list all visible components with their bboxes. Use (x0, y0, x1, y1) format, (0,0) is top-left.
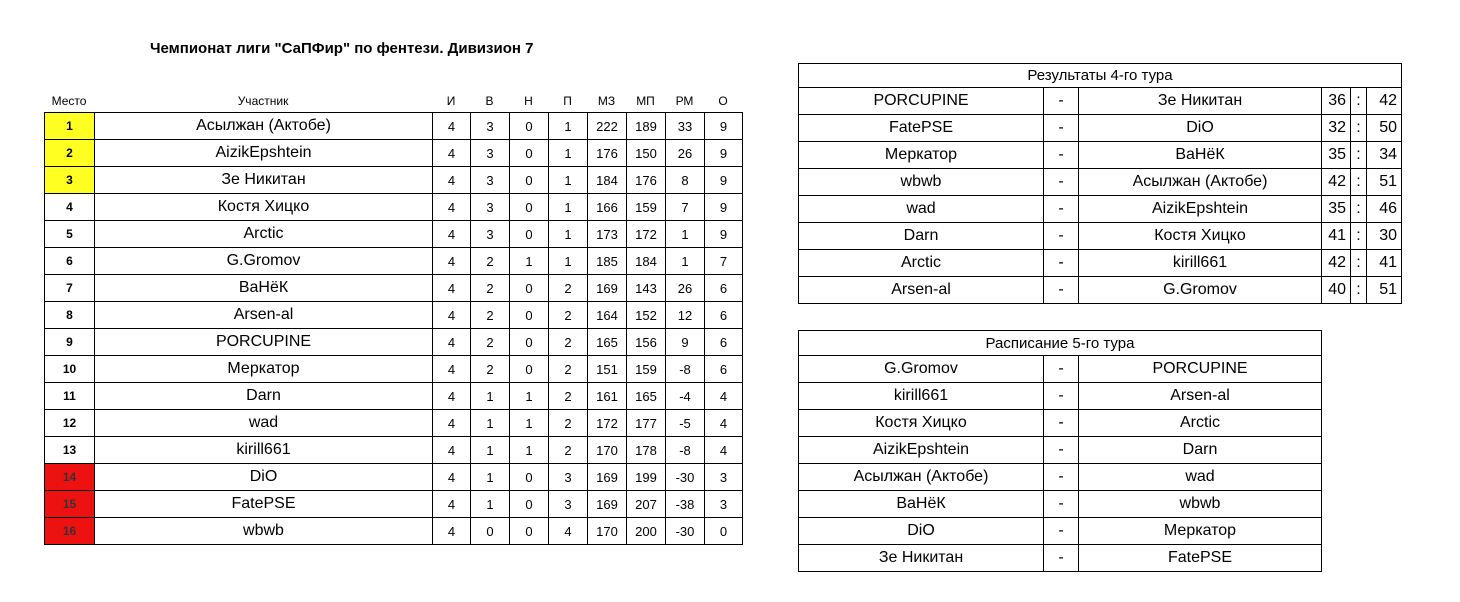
points-against-cell: 176 (627, 167, 666, 194)
home-team-cell: Зе Никитан (799, 545, 1044, 572)
draws-cell: 0 (510, 167, 549, 194)
home-score-cell: 35 (1322, 196, 1351, 223)
games-cell: 4 (433, 329, 471, 356)
diff-cell: 8 (666, 167, 705, 194)
home-team-cell: wad (799, 196, 1044, 223)
header-games: И (446, 94, 456, 108)
score-separator-cell: : (1351, 250, 1367, 277)
table-row (799, 518, 1322, 545)
away-team-cell: wad (1079, 464, 1322, 491)
games-cell: 4 (433, 410, 471, 437)
table-row (45, 437, 743, 464)
table-row (799, 196, 1402, 223)
draws-cell: 0 (510, 221, 549, 248)
score-separator-cell: : (1351, 223, 1367, 250)
away-team-cell: FatePSE (1079, 545, 1322, 572)
home-team-cell: PORCUPINE (799, 88, 1044, 115)
games-cell: 4 (433, 140, 471, 167)
points-against-cell: 189 (627, 113, 666, 140)
wins-cell: 0 (471, 518, 510, 545)
points-for-cell: 169 (588, 275, 627, 302)
header-points-for: МЗ (597, 94, 616, 108)
diff-cell: -4 (666, 383, 705, 410)
table-row (45, 383, 743, 410)
score-separator-cell: : (1351, 169, 1367, 196)
diff-cell: -38 (666, 491, 705, 518)
away-score-cell: 34 (1367, 142, 1402, 169)
games-cell: 4 (433, 491, 471, 518)
home-team-cell: Arsen-al (799, 277, 1044, 304)
games-cell: 4 (433, 437, 471, 464)
points-for-cell: 169 (588, 464, 627, 491)
separator-cell: - (1044, 115, 1079, 142)
participant-cell: kirill661 (95, 437, 433, 464)
header-draws: Н (524, 94, 533, 108)
place-cell: 7 (45, 275, 95, 302)
wins-cell: 2 (471, 329, 510, 356)
participant-cell: Darn (95, 383, 433, 410)
table-row (45, 410, 743, 437)
points-for-cell: 173 (588, 221, 627, 248)
away-score-cell: 42 (1367, 88, 1402, 115)
games-cell: 4 (433, 221, 471, 248)
points-against-cell: 156 (627, 329, 666, 356)
away-team-cell: DiO (1079, 115, 1322, 142)
diff-cell: -8 (666, 356, 705, 383)
games-cell: 4 (433, 167, 471, 194)
points-against-cell: 199 (627, 464, 666, 491)
separator-cell: - (1044, 88, 1079, 115)
separator-cell: - (1044, 196, 1079, 223)
place-cell: 5 (45, 221, 95, 248)
points-cell: 6 (705, 329, 743, 356)
games-cell: 4 (433, 113, 471, 140)
participant-cell: wbwb (95, 518, 433, 545)
place-cell: 16 (45, 518, 95, 545)
losses-cell: 3 (549, 491, 588, 518)
points-cell: 0 (705, 518, 743, 545)
games-cell: 4 (433, 383, 471, 410)
table-row (799, 545, 1322, 572)
draws-cell: 0 (510, 329, 549, 356)
header-points: О (718, 94, 728, 108)
table-row (45, 275, 743, 302)
diff-cell: -5 (666, 410, 705, 437)
draws-cell: 0 (510, 356, 549, 383)
points-against-cell: 159 (627, 194, 666, 221)
points-against-cell: 150 (627, 140, 666, 167)
away-team-cell: Костя Хицко (1079, 223, 1322, 250)
away-score-cell: 46 (1367, 196, 1402, 223)
points-for-cell: 169 (588, 491, 627, 518)
table-row (45, 356, 743, 383)
wins-cell: 2 (471, 302, 510, 329)
home-team-cell: Darn (799, 223, 1044, 250)
place-cell: 11 (45, 383, 95, 410)
standings-table (44, 112, 743, 545)
draws-cell: 0 (510, 113, 549, 140)
losses-cell: 2 (549, 329, 588, 356)
separator-cell: - (1044, 518, 1079, 545)
away-team-cell: Зе Никитан (1079, 88, 1322, 115)
wins-cell: 2 (471, 356, 510, 383)
home-score-cell: 40 (1322, 277, 1351, 304)
place-cell: 12 (45, 410, 95, 437)
games-cell: 4 (433, 356, 471, 383)
home-team-cell: Arctic (799, 250, 1044, 277)
losses-cell: 1 (549, 221, 588, 248)
points-against-cell: 200 (627, 518, 666, 545)
table-row (799, 410, 1322, 437)
home-team-cell: Костя Хицко (799, 410, 1044, 437)
away-team-cell: ВаНёК (1079, 142, 1322, 169)
home-score-cell: 42 (1322, 250, 1351, 277)
points-against-cell: 172 (627, 221, 666, 248)
table-row (799, 464, 1322, 491)
diff-cell: -8 (666, 437, 705, 464)
participant-cell: Меркатор (95, 356, 433, 383)
draws-cell: 0 (510, 518, 549, 545)
separator-cell: - (1044, 250, 1079, 277)
table-row (799, 223, 1402, 250)
separator-cell: - (1044, 383, 1079, 410)
wins-cell: 1 (471, 410, 510, 437)
home-score-cell: 32 (1322, 115, 1351, 142)
wins-cell: 3 (471, 113, 510, 140)
losses-cell: 1 (549, 113, 588, 140)
home-score-cell: 35 (1322, 142, 1351, 169)
wins-cell: 1 (471, 383, 510, 410)
points-cell: 9 (705, 167, 743, 194)
participant-cell: Arsen-al (95, 302, 433, 329)
results-table (798, 63, 1402, 304)
points-for-cell: 165 (588, 329, 627, 356)
points-cell: 4 (705, 437, 743, 464)
table-row (45, 329, 743, 356)
table-row (799, 142, 1402, 169)
points-cell: 9 (705, 194, 743, 221)
score-separator-cell: : (1351, 115, 1367, 142)
score-separator-cell: : (1351, 277, 1367, 304)
home-score-cell: 42 (1322, 169, 1351, 196)
points-cell: 3 (705, 464, 743, 491)
diff-cell: -30 (666, 518, 705, 545)
away-team-cell: kirill661 (1079, 250, 1322, 277)
points-cell: 6 (705, 356, 743, 383)
table-row (45, 113, 743, 140)
diff-cell: -30 (666, 464, 705, 491)
schedule-caption: Расписание 5-го тура (799, 331, 1322, 356)
wins-cell: 3 (471, 221, 510, 248)
points-against-cell: 165 (627, 383, 666, 410)
separator-cell: - (1044, 545, 1079, 572)
place-cell: 3 (45, 167, 95, 194)
place-cell: 4 (45, 194, 95, 221)
points-for-cell: 151 (588, 356, 627, 383)
losses-cell: 2 (549, 410, 588, 437)
points-for-cell: 170 (588, 437, 627, 464)
header-points-against: МП (636, 94, 655, 108)
away-score-cell: 41 (1367, 250, 1402, 277)
place-cell: 1 (45, 113, 95, 140)
place-cell: 9 (45, 329, 95, 356)
away-team-cell: Arctic (1079, 410, 1322, 437)
header-losses: П (563, 94, 572, 108)
place-cell: 6 (45, 248, 95, 275)
points-against-cell: 178 (627, 437, 666, 464)
home-team-cell: G.Gromov (799, 356, 1044, 383)
participant-cell: Arctic (95, 221, 433, 248)
points-for-cell: 172 (588, 410, 627, 437)
place-cell: 10 (45, 356, 95, 383)
separator-cell: - (1044, 491, 1079, 518)
losses-cell: 1 (549, 167, 588, 194)
table-row (45, 221, 743, 248)
away-team-cell: PORCUPINE (1079, 356, 1322, 383)
table-row (799, 437, 1322, 464)
away-score-cell: 51 (1367, 169, 1402, 196)
points-cell: 6 (705, 275, 743, 302)
separator-cell: - (1044, 410, 1079, 437)
draws-cell: 0 (510, 140, 549, 167)
home-team-cell: wbwb (799, 169, 1044, 196)
page-title: Чемпионат лиги "СаПФир" по фентези. Дивизион 7 (150, 40, 534, 57)
header-place: Место (51, 94, 87, 108)
separator-cell: - (1044, 142, 1079, 169)
points-cell: 9 (705, 113, 743, 140)
results-caption: Результаты 4-го тура (799, 64, 1402, 88)
participant-cell: Асылжан (Актобе) (95, 113, 433, 140)
separator-cell: - (1044, 277, 1079, 304)
wins-cell: 1 (471, 464, 510, 491)
table-row (45, 167, 743, 194)
diff-cell: 12 (666, 302, 705, 329)
wins-cell: 2 (471, 275, 510, 302)
points-for-cell: 170 (588, 518, 627, 545)
away-team-cell: Arsen-al (1079, 383, 1322, 410)
draws-cell: 1 (510, 410, 549, 437)
standings-header (0, 92, 760, 110)
draws-cell: 0 (510, 302, 549, 329)
games-cell: 4 (433, 248, 471, 275)
participant-cell: G.Gromov (95, 248, 433, 275)
diff-cell: 26 (666, 275, 705, 302)
points-against-cell: 159 (627, 356, 666, 383)
points-against-cell: 152 (627, 302, 666, 329)
points-against-cell: 207 (627, 491, 666, 518)
away-team-cell: wbwb (1079, 491, 1322, 518)
games-cell: 4 (433, 464, 471, 491)
diff-cell: 33 (666, 113, 705, 140)
draws-cell: 0 (510, 275, 549, 302)
participant-cell: PORCUPINE (95, 329, 433, 356)
diff-cell: 9 (666, 329, 705, 356)
table-row (799, 115, 1402, 142)
diff-cell: 7 (666, 194, 705, 221)
away-team-cell: Меркатор (1079, 518, 1322, 545)
points-cell: 9 (705, 221, 743, 248)
losses-cell: 2 (549, 302, 588, 329)
score-separator-cell: : (1351, 196, 1367, 223)
table-row (45, 302, 743, 329)
draws-cell: 1 (510, 383, 549, 410)
score-separator-cell: : (1351, 142, 1367, 169)
losses-cell: 1 (549, 140, 588, 167)
home-team-cell: AizikEpshtein (799, 437, 1044, 464)
draws-cell: 0 (510, 194, 549, 221)
points-against-cell: 177 (627, 410, 666, 437)
losses-cell: 1 (549, 248, 588, 275)
points-for-cell: 166 (588, 194, 627, 221)
participant-cell: DiO (95, 464, 433, 491)
participant-cell: ВаНёК (95, 275, 433, 302)
place-cell: 13 (45, 437, 95, 464)
points-cell: 4 (705, 410, 743, 437)
table-row (799, 491, 1322, 518)
table-row (799, 88, 1402, 115)
table-row (799, 383, 1322, 410)
wins-cell: 1 (471, 491, 510, 518)
losses-cell: 2 (549, 437, 588, 464)
schedule-table (798, 330, 1322, 572)
home-score-cell: 41 (1322, 223, 1351, 250)
home-team-cell: Меркатор (799, 142, 1044, 169)
away-score-cell: 50 (1367, 115, 1402, 142)
points-cell: 3 (705, 491, 743, 518)
points-for-cell: 184 (588, 167, 627, 194)
table-row (799, 250, 1402, 277)
wins-cell: 2 (471, 248, 510, 275)
header-participant: Участник (237, 94, 289, 108)
header-diff: РМ (675, 94, 694, 108)
table-row (45, 491, 743, 518)
wins-cell: 1 (471, 437, 510, 464)
losses-cell: 2 (549, 275, 588, 302)
participant-cell: Костя Хицко (95, 194, 433, 221)
losses-cell: 2 (549, 356, 588, 383)
table-row (45, 518, 743, 545)
participant-cell: Зе Никитан (95, 167, 433, 194)
place-cell: 2 (45, 140, 95, 167)
place-cell: 14 (45, 464, 95, 491)
header-wins: В (485, 94, 494, 108)
points-for-cell: 164 (588, 302, 627, 329)
away-team-cell: AizikEpshtein (1079, 196, 1322, 223)
games-cell: 4 (433, 275, 471, 302)
wins-cell: 3 (471, 140, 510, 167)
losses-cell: 3 (549, 464, 588, 491)
losses-cell: 4 (549, 518, 588, 545)
home-team-cell: ВаНёК (799, 491, 1044, 518)
draws-cell: 0 (510, 464, 549, 491)
games-cell: 4 (433, 194, 471, 221)
points-against-cell: 143 (627, 275, 666, 302)
diff-cell: 1 (666, 248, 705, 275)
home-team-cell: Асылжан (Актобе) (799, 464, 1044, 491)
table-row (799, 356, 1322, 383)
points-cell: 7 (705, 248, 743, 275)
home-team-cell: FatePSE (799, 115, 1044, 142)
home-team-cell: kirill661 (799, 383, 1044, 410)
separator-cell: - (1044, 169, 1079, 196)
wins-cell: 3 (471, 167, 510, 194)
away-score-cell: 51 (1367, 277, 1402, 304)
place-cell: 15 (45, 491, 95, 518)
away-team-cell: Асылжан (Актобе) (1079, 169, 1322, 196)
separator-cell: - (1044, 437, 1079, 464)
losses-cell: 2 (549, 383, 588, 410)
away-score-cell: 30 (1367, 223, 1402, 250)
points-against-cell: 184 (627, 248, 666, 275)
home-team-cell: DiO (799, 518, 1044, 545)
points-cell: 6 (705, 302, 743, 329)
participant-cell: wad (95, 410, 433, 437)
table-row (45, 464, 743, 491)
diff-cell: 1 (666, 221, 705, 248)
diff-cell: 26 (666, 140, 705, 167)
away-team-cell: Darn (1079, 437, 1322, 464)
participant-cell: FatePSE (95, 491, 433, 518)
draws-cell: 1 (510, 437, 549, 464)
separator-cell: - (1044, 464, 1079, 491)
table-row (45, 194, 743, 221)
separator-cell: - (1044, 356, 1079, 383)
home-score-cell: 36 (1322, 88, 1351, 115)
wins-cell: 3 (471, 194, 510, 221)
table-row (45, 248, 743, 275)
points-for-cell: 161 (588, 383, 627, 410)
losses-cell: 1 (549, 194, 588, 221)
participant-cell: AizikEpshtein (95, 140, 433, 167)
separator-cell: - (1044, 223, 1079, 250)
table-row (799, 277, 1402, 304)
points-for-cell: 185 (588, 248, 627, 275)
games-cell: 4 (433, 518, 471, 545)
games-cell: 4 (433, 302, 471, 329)
points-for-cell: 222 (588, 113, 627, 140)
points-cell: 4 (705, 383, 743, 410)
points-for-cell: 176 (588, 140, 627, 167)
draws-cell: 0 (510, 491, 549, 518)
table-row (799, 169, 1402, 196)
table-row (45, 140, 743, 167)
score-separator-cell: : (1351, 88, 1367, 115)
away-team-cell: G.Gromov (1079, 277, 1322, 304)
place-cell: 8 (45, 302, 95, 329)
draws-cell: 1 (510, 248, 549, 275)
points-cell: 9 (705, 140, 743, 167)
